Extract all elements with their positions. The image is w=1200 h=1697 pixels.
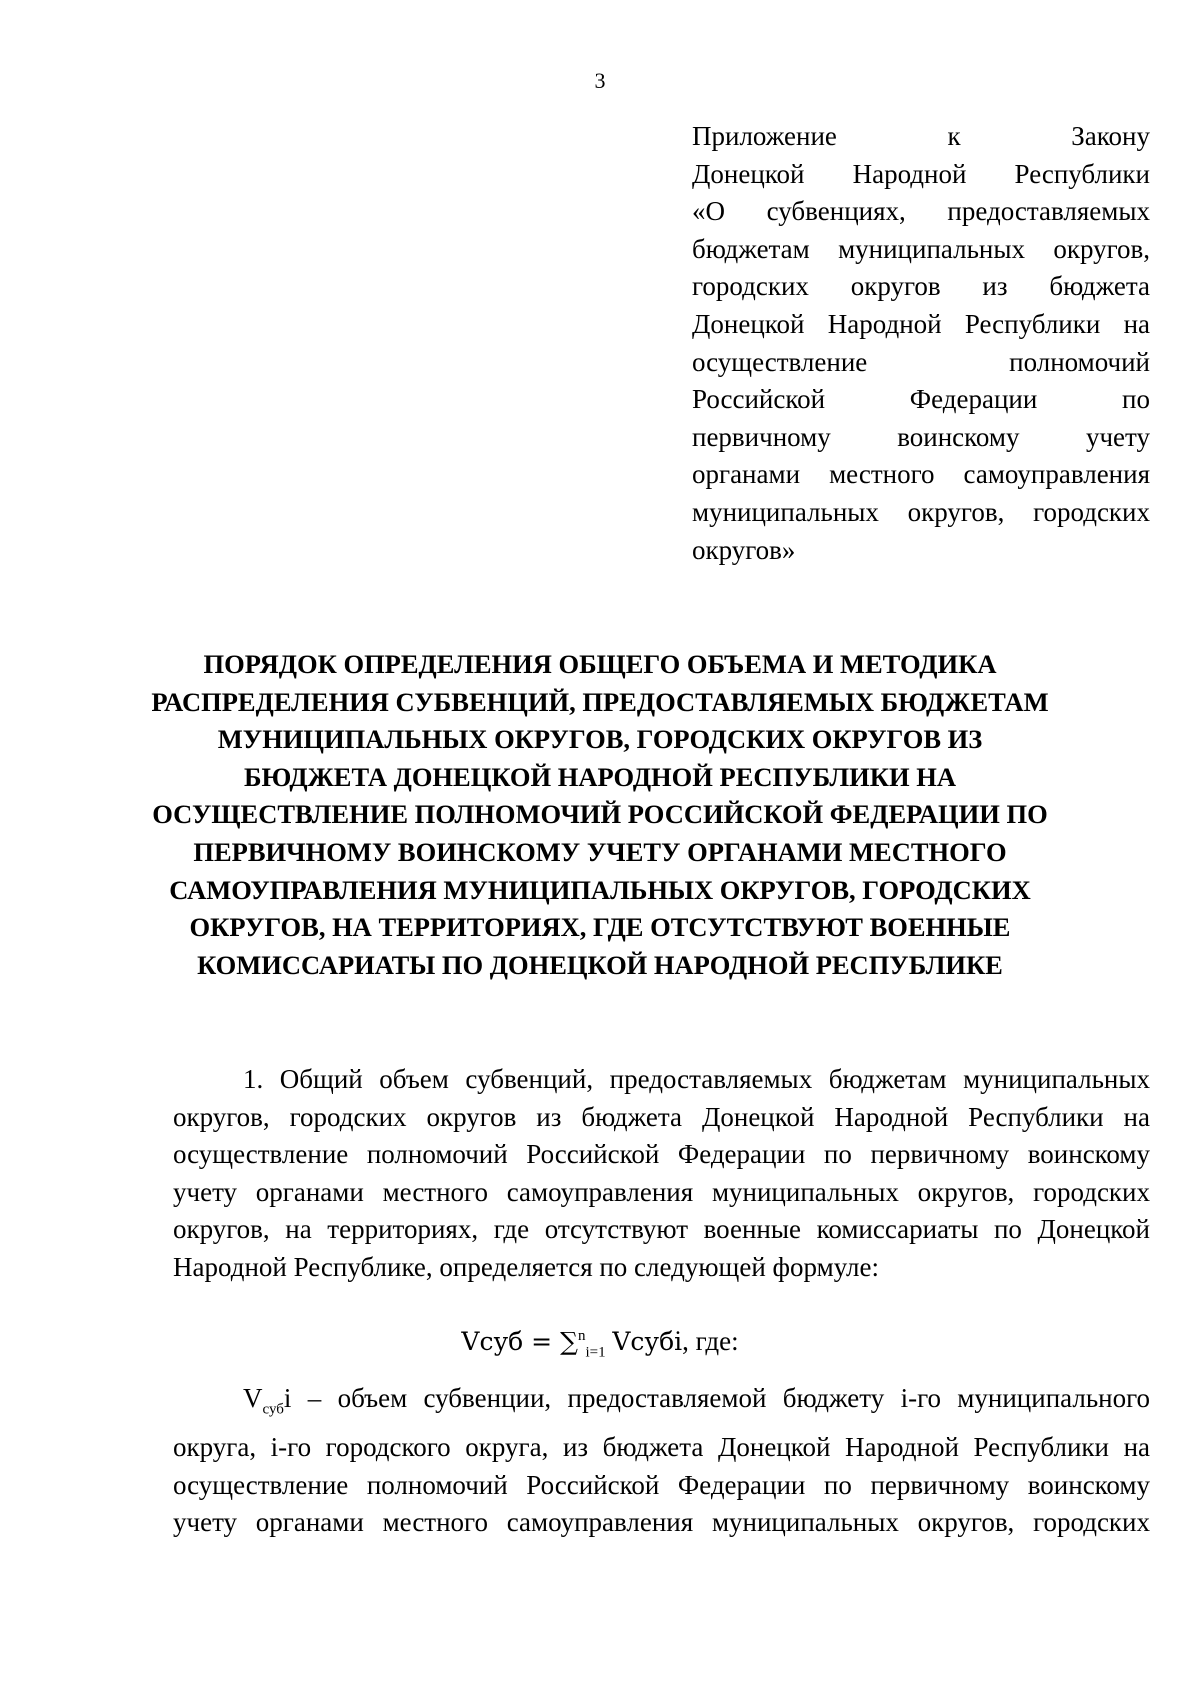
symbol-subscript: суб [262,1401,284,1418]
appendix-line: муниципальных округов, городских [692,496,1150,527]
appendix-line: Российской Федерации по [692,384,1150,415]
formula-equals: = [523,1327,561,1356]
title-line: БЮДЖЕТА ДОНЕЦКОЙ НАРОДНОЙ РЕСПУБЛИКИ НА [244,761,956,792]
title-line: ОСУЩЕСТВЛЕНИЕ ПОЛНОМОЧИЙ РОССИЙСКОЙ ФЕДЕРАЦИИ ПО [152,799,1048,830]
paragraph-line: округов, на территориях, где отсутствуют военные комиссариаты по Донецкой [173,1214,1150,1245]
paragraph-1 [173,1061,1150,1287]
paragraph-line: осуществление полномочий Российской Федерации по первичному воинскому [173,1139,1150,1170]
appendix-line: Донецкой Народной Республики на [692,308,1150,339]
title-line: САМОУПРАВЛЕНИЯ МУНИЦИПАЛЬНЫХ ОКРУГОВ, ГОРОДСКИХ [169,874,1031,905]
paragraph-line: учету органами местного самоуправления муниципальных округов, городских [173,1507,1150,1538]
title-line: РАСПРЕДЕЛЕНИЯ СУБВЕНЦИЙ, ПРЕДОСТАВЛЯЕМЫХ БЮДЖЕТАМ [151,686,1049,717]
page-number: 3 [594,68,606,93]
appendix-line: городских округов из бюджета [692,271,1150,302]
title-line: МУНИЦИПАЛЬНЫХ ОКРУГОВ, ГОРОДСКИХ ОКРУГОВ ИЗ [217,724,983,755]
paragraph-line: округа, i-го городского округа, из бюджета Донецкой Народной Республики на [173,1431,1150,1462]
formula-sum-upper: n [577,1328,586,1344]
paragraph-line: 1. Общий объем субвенций, предоставляемых бюджетам муниципальных [243,1064,1150,1094]
document-title [150,646,1050,984]
formula-suffix: , где: [682,1326,739,1356]
formula [0,1318,1200,1372]
title-line: ПОРЯДОК ОПРЕДЕЛЕНИЯ ОБЩЕГО ОБЪЕМА И МЕТОДИКА [203,649,997,679]
title-line: ПЕРВИЧНОМУ ВОИНСКОМУ УЧЕТУ ОРГАНАМИ МЕСТНОГО [193,836,1007,867]
appendix-line: Донецкой Народной Республики [692,158,1150,189]
paragraph-line: осуществление полномочий Российской Федерации по первичному воинскому [173,1469,1150,1500]
formula-term: Vсубi [612,1327,683,1356]
symbol-index: i [283,1383,292,1413]
paragraph-2 [173,1380,1150,1542]
title-line: ОКРУГОВ, НА ТЕРРИТОРИЯХ, ГДЕ ОТСУТСТВУЮТ ВОЕННЫЕ [189,912,1011,943]
paragraph-line: учету органами местного самоуправления муниципальных округов, городских [173,1176,1150,1207]
appendix-line: Приложение к Закону [692,121,1150,151]
formula-sum-symbol: ∑ [560,1327,578,1356]
appendix-note [692,118,1150,569]
appendix-line: «О субвенциях, предоставляемых [692,196,1150,227]
symbol-v: V [243,1383,263,1413]
appendix-line: бюджетам муниципальных округов, [692,233,1150,264]
appendix-line: органами местного самоуправления [692,459,1150,490]
appendix-line: осуществление полномочий [692,346,1150,377]
paragraph-line: округов, городских округов из бюджета Донецкой Народной Республики на [173,1101,1150,1132]
paragraph-line [173,1380,1150,1429]
formula-limits [578,1318,606,1372]
appendix-line: округов» [692,534,796,565]
formula-lhs: Vсуб [461,1327,524,1356]
title-line: КОМИССАРИАТЫ ПО ДОНЕЦКОЙ НАРОДНОЙ РЕСПУБЛИКЕ [197,949,1003,980]
formula-sum-lower: i=1 [585,1344,606,1361]
paragraph-line: Народной Республике, определяется по следующей формуле: [173,1251,879,1282]
paragraph-line-rest: – объем субвенции, предоставляемой бюджету i-го муниципального [291,1383,1150,1413]
appendix-line: первичному воинскому учету [692,421,1150,452]
